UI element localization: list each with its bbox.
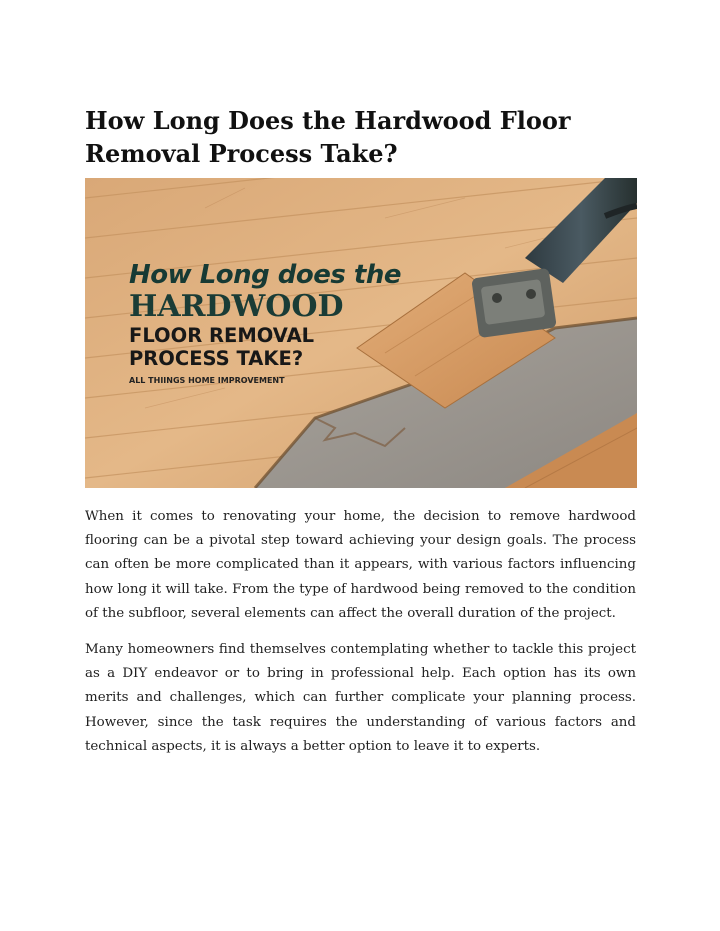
hero-cap-line-1: FLOOR REMOVAL [129, 324, 315, 347]
paragraph-2: Many homeowners find themselves contemplating whether to tackle this project as a DIY endeavor or to bring in professional help. Each option has its own merits and challenges, which can further complicate your planning process. However, since the task requires the understanding of various factors and technical aspects, it is always a better option to leave it to experts. [85, 642, 636, 754]
hero-big-line: HARDWOOD [129, 289, 344, 324]
hero-image [85, 178, 637, 488]
hero-cap-line-2: PROCESS TAKE? [129, 347, 304, 370]
hero-overlay-text [129, 260, 401, 388]
hero-brand: ALL THIINGS HOME IMPROVEMENT [129, 376, 285, 385]
page-title: How Long Does the Hardwood Floor Removal Process Take? [85, 106, 571, 168]
article-body [85, 505, 636, 771]
hero-script-line: How Long does the [129, 260, 402, 290]
paragraph-1: When it comes to renovating your home, the decision to remove hardwood flooring can be a pivotal step toward achieving your design goals. The process can often be more complicated than it appears, with various factors influencing how long it will take. From the type of hardwood being removed to the condition of the subfloor, several elements can affect the overall duration of the project. [85, 509, 636, 621]
